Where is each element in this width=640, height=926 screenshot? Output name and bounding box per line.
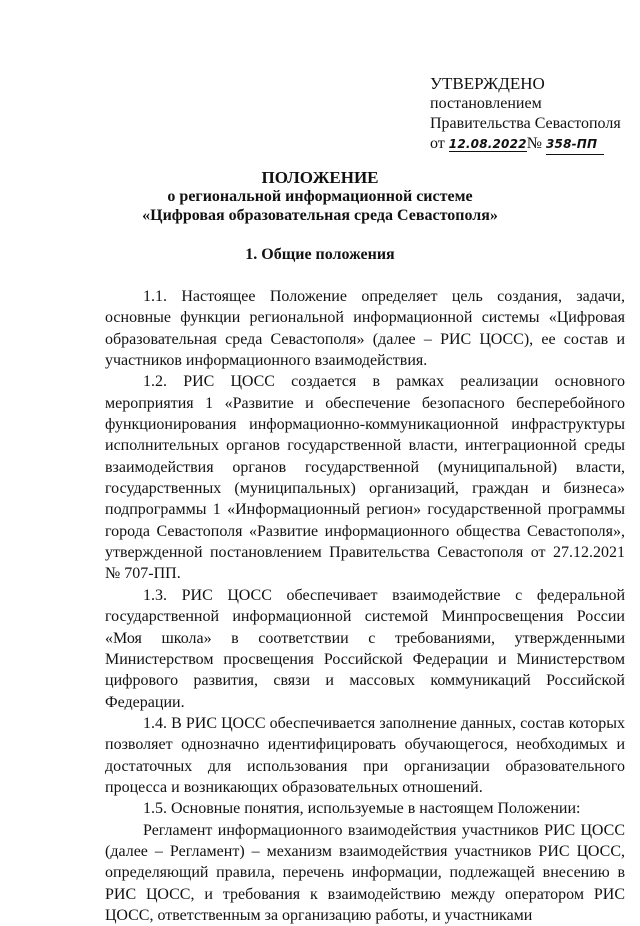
document-subtitle-2: «Цифровая образовательная среда Севастополя» (142, 207, 498, 224)
paragraph-1-2: 1.2. РИС ЦОСС создается в рамках реализации основного мероприятия 1 «Развитие и обеспечение безопасного бесперебойного функционирования информационно-коммуникационной инфраструктуры исполнительных органов государственной власти, интеграционной среды взаимодействия органов государственной (муниципальной) власти, государственных (муниципальных) организаций, граждан и бизнеса» подпрограммы 1 «Информационный регион» государственной программы города Севастополя «Развитие информационного общества Севастополя», утвержденной постановлением Правительства Севастополя от 27.12.2021 № 707-ПП. (105, 373, 625, 583)
paragraph-1-5: 1.5. Основные понятия, используемые в настоящем Положении: (143, 800, 581, 818)
approval-stamp (430, 74, 630, 155)
paragraph-definition: Регламент информационного взаимодействия участников РИС ЦОСС (далее – Регламент) – механизм взаимодействия участников РИС ЦОСС, определяющий правила, перечень информации, подлежащей внесению в РИС ЦОСС, и требования к взаимодействию между оператором РИС ЦОСС, ответственным за организацию работы, и участниками (105, 821, 625, 924)
approval-line-1: постановлением (430, 95, 542, 112)
approval-date: 12.08.2022 (448, 137, 527, 151)
approval-number-prefix: № (526, 135, 542, 152)
paragraph-1-3: 1.3. РИС ЦОСС обеспечивает взаимодействие с федеральной государственной информационной системой Минпросвещения России «Моя школа» в соответствии с требованиями, утвержденными Министерством просвещения Российской Федерации и Министерством цифрового развития, связи и массовых коммуникаций Российской Федерации. (105, 586, 625, 711)
approval-from-prefix: от (430, 135, 445, 152)
approval-date-line (430, 134, 630, 155)
section-heading: 1. Общие положения (245, 246, 395, 263)
paragraph-1-1: 1.1. Настоящее Положение определяет цель создания, задачи, основные функции региональной информационной системы «Цифровая образовательная среда Севастополя» (далее – РИС ЦОСС), ее состав и участников информационного взаимодействия. (105, 288, 625, 370)
document-title: ПОЛОЖЕНИЕ (261, 168, 379, 187)
approval-line-2: Правительства Севастополя (430, 115, 621, 132)
paragraph-1-4: 1.4. В РИС ЦОСС обеспечивается заполнение данных, состав которых позволяет однозначно идентифицировать обучающегося, необходимых и достаточных для использования при организации образовательного процесса и возникающих образовательных отношений. (105, 714, 625, 796)
document-subtitle-1: о региональной информационной системе (167, 188, 473, 205)
approval-title: УТВЕРЖДЕНО (430, 74, 545, 93)
section-body (105, 286, 625, 926)
approval-number: 358-ПП (546, 134, 604, 155)
